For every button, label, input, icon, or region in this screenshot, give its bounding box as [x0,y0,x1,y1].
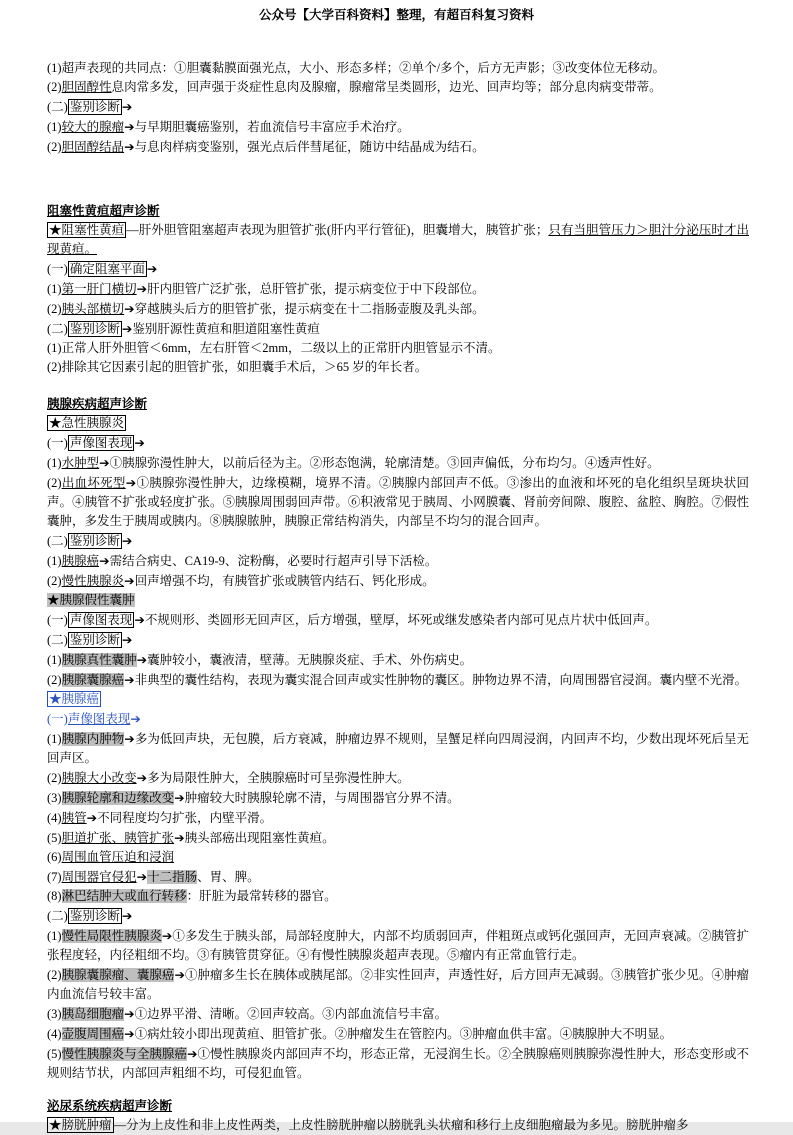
arrow-icon: ➔ [124,672,135,687]
text-run: 与息肉样病变鉴别，强光点后伴彗尾征，随访中结晶成为结石。 [134,140,485,154]
arrow-icon: ➔ [136,281,148,296]
underlined-keyword: 第一肝门横切 [61,282,137,296]
text-run: (2) [47,140,62,154]
arrow-icon: ➔ [146,261,158,276]
highlighted-keyword: 慢性胰腺炎与全胰腺癌 [61,1047,187,1061]
paragraph-line [47,768,749,788]
paragraph-line [47,299,749,319]
text-run: (2) [47,476,62,490]
boxed-keyword: 鉴别诊断 [69,909,120,923]
paragraph-line [47,926,749,965]
spacer [47,377,749,395]
arrow-icon: ➔ [124,119,135,134]
text-run: ①病灶较小即出现黄疸、胆管扩张。②肿瘤发生在管腔内。③肿瘤血供丰富。④胰腺肿大不明显。 [134,1027,673,1041]
underlined-keyword: 胰管 [61,811,87,825]
paragraph-line [47,319,749,339]
paragraph-line [47,591,749,610]
highlighted-keyword: 胰腺囊腺瘤、囊腺癌 [61,968,175,982]
document-body [47,59,749,1135]
text-run: 息肉常多发，回声强于炎症性息肉及腺瘤，腺瘤常呈类圆形，边光、回声均等；部分息肉病变带蒂。 [111,80,662,94]
arrow-icon: ➔ [130,711,141,726]
arrow-icon: ➔ [136,869,148,884]
arrow-icon: ➔ [174,967,185,982]
highlighted-keyword: 十二指肠 [147,870,198,884]
arrow-icon: ➔ [134,435,145,450]
paragraph-line [47,59,749,78]
text-run: (二) [47,322,68,336]
paragraph-line [47,473,749,531]
text-run: (二) [47,633,68,647]
paragraph-line [47,887,749,906]
paragraph-line [47,788,749,808]
underlined-keyword: 周围血管压迫和浸润 [61,850,175,864]
arrow-icon: ➔ [124,1006,135,1021]
paragraph-line [47,690,749,709]
text-run: 穿越胰头后方的胆管扩张，提示病变在十二指肠壶腹及乳头部。 [134,302,485,316]
paragraph-line [47,670,749,690]
spacer [47,1083,749,1097]
boxed-keyword: ★膀胱肿瘤 [49,1118,112,1132]
arrow-icon: ➔ [125,475,137,490]
paragraph-line [47,453,749,473]
paragraph-line [47,1004,749,1024]
text-run: (二) [47,909,68,923]
text-run: (1) [47,282,62,296]
text-run: 回声增强不均，有胰管扩张或胰管内结石、钙化形成。 [134,574,435,588]
arrow-icon: ➔ [174,790,185,805]
text-run: (1)超声表现的共同点：①胆囊黏膜面强光点，大小、形态多样；②单个/多个，后方无声影；③改变体位无移动。 [47,61,666,75]
paragraph-line [47,1116,749,1135]
arrow-icon: ➔ [124,139,135,154]
paragraph-line [47,1044,749,1083]
text-run: 不同程度均匀扩张，内壁平滑。 [97,811,273,825]
underlined-keyword: 胰头部横切 [61,302,125,316]
underlined-keyword: 胆道扩张、胰管扩张 [61,831,175,845]
text-run: 多为低回声块，无包膜，后方衰减，肿瘤边界不规则，呈蟹足样向四周浸润，内回声不均，少数出现坏死后呈无回声区。 [47,732,749,765]
section-heading [47,395,749,414]
paragraph-line [47,414,749,433]
text-run: (6) [47,850,62,864]
text-run: 肝内胆管广泛扩张，总肝管扩张，提示病变位于中下段部位。 [147,282,485,296]
paragraph-line [47,259,749,279]
arrow-icon: ➔ [124,1026,135,1041]
paragraph-line [47,551,749,571]
underlined-keyword: 胆固醇性 [61,80,112,94]
highlighted-keyword: 胰腺真性囊肿 [61,653,137,667]
arrow-icon: ➔ [99,553,110,568]
text-run: (2) [47,968,62,982]
text-run: 鉴别肝源性黄疸和胆道阻塞性黄疸 [132,322,320,336]
highlighted-keyword: 胰腺轮廓和边缘改变 [61,791,175,805]
underlined-keyword: 只有当胆管压力＞胆汁分泌压时才出现黄疸。 [47,223,749,256]
text-run: —肝外胆管阻塞超声表现为胆管扩张(肝内平行管征)，胆囊增大，胰管扩张； [126,223,549,237]
topic-title-blue: ★胰腺癌 [49,692,100,706]
text-run: (5) [47,1047,62,1061]
text-run: 多为局限性肿大，全胰腺癌时可呈弥漫性肿大。 [147,771,410,785]
arrow-icon: ➔ [136,770,148,785]
boxed-keyword: 鉴别诊断 [69,100,120,114]
arrow-icon: ➔ [121,908,133,923]
boxed-keyword: 鉴别诊断 [69,534,120,548]
paragraph-line [47,630,749,650]
arrow-icon: ➔ [124,573,135,588]
highlighted-keyword: 淋巴结肿大或血行转移 [61,889,187,903]
paragraph-line [47,650,749,670]
text-run: (1) [47,929,62,943]
text-run: 泌尿系统疾病超声诊断 [47,1099,173,1113]
text-run: 非典型的囊性结构，表现为囊实混合回声或实性肿物的囊区。肿物边界不清，向周围器官浸润。囊内壁不光滑。 [134,673,748,687]
text-run-blue: (一) [47,712,68,726]
text-run: ①胰腺弥漫性肿大，边缘模糊，境界不清。②胰腺内部回声不低。③渗出的血液和坏死的皂化组织呈斑块状回声。④胰管不扩张或轻度扩张。⑤胰腺周围弱回声带。⑥积液常见于胰周、小网膜囊、肾前旁间隙、腹腔、盆腔、胸腔。⑦假性囊肿，多发生于胰周或胰内。⑧胰腺脓肿，胰腺正常结构消失，内部呈不均匀的混合回声。 [47,476,749,528]
paragraph-line [47,709,749,729]
highlighted-keyword: 胰腺囊腺癌 [61,673,125,687]
paragraph-line [47,358,749,377]
arrow-icon: ➔ [186,1046,198,1061]
arrow-icon: ➔ [99,455,110,470]
underlined-keyword: 出血坏死型 [61,476,126,490]
text-run: (一) [47,436,68,450]
text-run: —分为上皮性和非上皮性两类，上皮性膀胱肿瘤以膀胱乳头状瘤和移行上皮细胞瘤最为多见。膀胱肿瘤多 [113,1118,689,1132]
text-run: ①肿瘤多生长在胰体或胰尾部。②非实性回声，声透性好，后方回声无减弱。③胰管扩张少见。④肿瘤内血流信号较丰富。 [47,968,749,1001]
paragraph-line [47,137,749,157]
boxed-keyword: 鉴别诊断 [69,322,120,336]
underlined-keyword: 慢性胰腺炎 [61,574,125,588]
arrow-icon: ➔ [124,301,135,316]
text-run: (5) [47,831,62,845]
text-run: ①多发生于胰头部，局部轻度肿大，内部不均质弱回声，伴粗斑点或钙化强回声，无回声衰减。②胰管扩张程度轻，内径粗细不均。③有胰管贯穿征。④有慢性胰腺炎超声表现。⑤瘤内有正常血管行走。 [47,929,749,962]
text-run: 阻塞性黄疸超声诊断 [47,204,160,218]
text-run: (8) [47,889,62,903]
paragraph-line [47,279,749,299]
text-run: (1) [47,653,62,667]
text-run: ①边界平滑、清晰。②回声较高。③内部血流信号丰富。 [134,1007,448,1021]
paragraph-line [47,78,749,97]
highlighted-keyword: 胰岛细胞瘤 [61,1007,125,1021]
text-run: ①慢性胰腺炎内部回声不均，形态正常，无浸润生长。②全胰腺癌则胰腺弥漫性肿大，形态变形或不规则结节状，内部回声粗细不均，可侵犯血管。 [47,1047,749,1080]
paragraph-line [47,848,749,867]
arrow-icon: ➔ [121,321,133,336]
text-run: (2) [47,80,62,94]
text-run: 需结合病史、CA19-9、淀粉酶，必要时行超声引导下活检。 [109,554,438,568]
text-run: (2) [47,302,62,316]
text-run: (1) [47,120,62,134]
paragraph-line [47,828,749,848]
underlined-keyword: 胆固醇结晶 [61,140,125,154]
text-run: 与早期胆囊癌鉴别，若血流信号丰富应手术治疗。 [134,120,410,134]
text-run: (1) [47,456,62,470]
underlined-keyword: 周围器官侵犯 [61,870,137,884]
paragraph-line [47,965,749,1004]
arrow-icon: ➔ [136,652,148,667]
section-heading [47,202,749,221]
boxed-keyword: 确定阻塞平面 [69,262,145,276]
text-run: (1) [47,554,62,568]
text-run: 囊肿较小，囊液清，壁薄。无胰腺炎症、手术、外伤病史。 [147,653,473,667]
paragraph-line [47,906,749,926]
boxed-keyword: 声像图表现 [69,613,133,627]
paragraph-line [47,117,749,137]
spacer [47,157,749,202]
boxed-keyword: 声像图表现 [69,436,133,450]
paragraph-line [47,531,749,551]
boxed-keyword: ★阻塞性黄疸 [49,223,125,237]
text-run: 不规则形、类圆形无回声区，后方增强，壁厚，坏死或继发感染者内部可见点片状中低回声。 [144,613,658,627]
text-run: (一) [47,262,68,276]
text-run: (2) [47,574,62,588]
paragraph-line [47,808,749,828]
highlighted-keyword: 慢性局限性胰腺炎 [61,929,162,943]
arrow-icon: ➔ [121,632,133,647]
text-run: (2) [47,771,62,785]
paragraph-line [47,1024,749,1044]
text-run: ①胰腺弥漫性肿大，以前后径为主。②形态饱满，轮廓清楚。③回声偏低，分布均匀。④透声性好。 [109,456,660,470]
paragraph-line [47,339,749,358]
underlined-keyword: 水肿型 [61,456,100,470]
text-run: ：肝脏为最常转移的器官。 [186,889,337,903]
arrow-icon: ➔ [161,928,173,943]
text-run: (1)正常人肝外胆管＜6mm，左右肝管＜2mm，二级以上的正常肝内胆管显示不清。 [47,341,501,355]
section-heading [47,1097,749,1116]
paragraph-line [47,433,749,453]
text-run: (7) [47,870,62,884]
text-run: (4) [47,1027,62,1041]
arrow-icon: ➔ [174,830,185,845]
text-run: (1) [47,732,62,746]
underlined-keyword-blue: 声像图表现 [67,712,131,726]
paragraph-line [47,729,749,768]
highlighted-keyword: 壶腹周围癌 [61,1027,125,1041]
underlined-keyword: 胰腺癌 [61,554,100,568]
text-run: 、胃、脾。 [197,870,260,884]
paragraph-line [47,571,749,591]
text-run: 胰头部癌出现阻塞性黄疸。 [184,831,335,845]
underlined-keyword: 胰腺大小改变 [61,771,137,785]
paragraph-line [47,610,749,630]
page-header: 公众号【大学百科资料】整理，有超百科复习资料 [258,8,534,22]
underlined-keyword: 较大的腺瘤 [61,120,125,134]
arrow-icon: ➔ [121,99,133,114]
boxed-keyword: 鉴别诊断 [69,633,120,647]
text-run: (3) [47,1007,62,1021]
arrow-icon: ➔ [86,810,98,825]
text-run: (二) [47,534,68,548]
text-run: 胰腺疾病超声诊断 [47,397,148,411]
paragraph-line [47,97,749,117]
paragraph-line [47,867,749,887]
arrow-icon: ➔ [121,533,133,548]
text-run: 肿瘤较大时胰腺轮廓不清，与周围器官分界不清。 [184,791,460,805]
text-run: (2)排除其它因素引起的胆管扩张，如胆囊手术后，＞65 岁的年长者。 [47,360,428,374]
highlighted-keyword: ★胰腺假性囊肿 [47,593,135,607]
text-run: (二) [47,100,68,114]
text-run: (一) [47,613,68,627]
text-run: (4) [47,811,62,825]
boxed-keyword: ★急性胰腺炎 [49,416,125,430]
paragraph-line [47,221,749,259]
arrow-icon: ➔ [134,612,145,627]
text-run: (2) [47,673,62,687]
highlighted-keyword: 胰腺内肿物 [61,732,125,746]
text-run: (3) [47,791,62,805]
arrow-icon: ➔ [124,731,135,746]
